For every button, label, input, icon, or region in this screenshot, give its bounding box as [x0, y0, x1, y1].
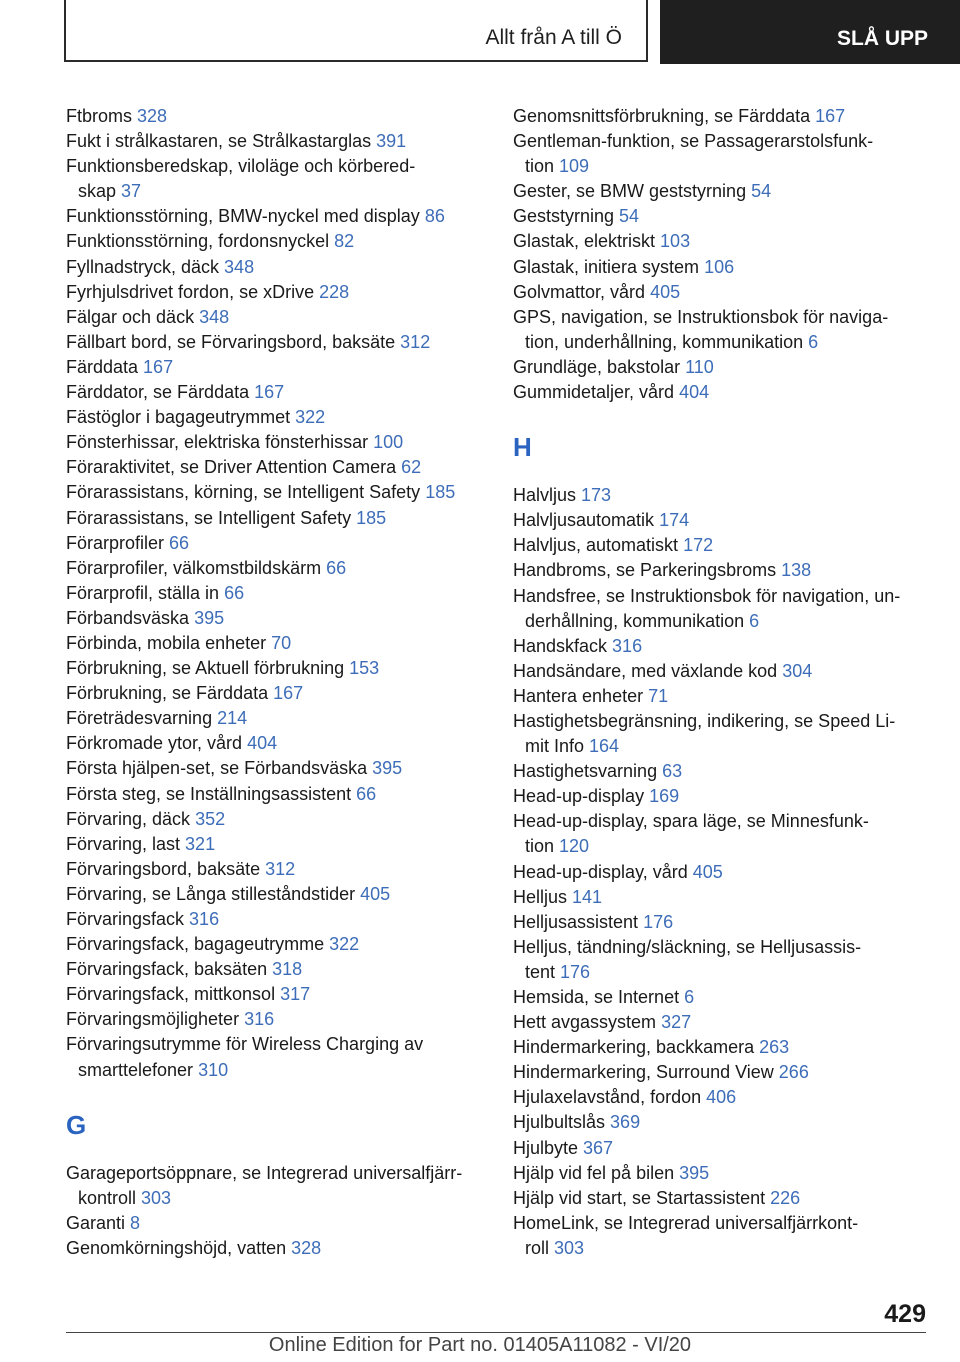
index-entry-text: tion, underhållning, kommunikation — [525, 331, 809, 352]
index-entry — [66, 531, 486, 556]
page-link[interactable]: 328 — [137, 106, 168, 126]
index-entry — [513, 129, 933, 154]
page-link[interactable]: 176 — [643, 911, 674, 932]
page-link[interactable]: 6 — [684, 987, 695, 1007]
page-link[interactable]: 54 — [751, 181, 772, 202]
index-entry — [66, 1236, 486, 1261]
tab-look-up[interactable] — [660, 0, 960, 64]
page-link[interactable]: 405 — [650, 281, 681, 302]
index-entry-text: Förarprofiler — [66, 532, 170, 553]
index-entry — [513, 355, 933, 380]
index-entry-text: Förvaringsfack, mittkonsol — [66, 984, 281, 1005]
index-entry-text: Halvljusautomatik — [513, 510, 660, 531]
index-entry-text: Förarassistans, se Intelligent Safety — [66, 507, 357, 528]
page-link[interactable]: 304 — [782, 660, 813, 681]
page-link[interactable]: 316 — [189, 909, 220, 929]
page-link[interactable]: 174 — [659, 510, 690, 531]
index-entry — [513, 255, 933, 280]
index-entry — [66, 982, 486, 1007]
index-entry-text: Funktionsberedskap, viloläge och körbered- — [66, 156, 416, 177]
index-entry-text: Hjulaxelavstånd, fordon — [513, 1087, 707, 1108]
page-link[interactable]: 103 — [660, 231, 691, 252]
page-link[interactable]: 405 — [360, 883, 391, 904]
page-link[interactable]: 66 — [224, 582, 245, 603]
index-entry-text: Förvaringsmöjligheter — [66, 1009, 245, 1030]
index-entry-text: Förbrukning, se Aktuell förbrukning — [66, 658, 350, 679]
index-entry-text: Förbinda, mobila enheter — [66, 632, 272, 653]
index-entry-text: derhållning, kommunikation — [525, 610, 750, 631]
page-link[interactable]: 404 — [679, 382, 710, 403]
page-link[interactable]: 167 — [815, 106, 846, 126]
page-link[interactable]: 120 — [559, 836, 590, 857]
header-tabs — [64, 0, 960, 64]
index-entry-text: Förvaring, last — [66, 833, 186, 854]
index-entry — [66, 355, 486, 380]
page-link[interactable]: 322 — [329, 934, 360, 955]
index-entry — [66, 907, 486, 932]
index-entry-text: Förkromade ytor, vård — [66, 733, 248, 754]
index-entry — [66, 1161, 486, 1186]
index-entry — [513, 1110, 933, 1135]
index-entry — [513, 659, 933, 684]
index-entry — [66, 430, 486, 455]
page-link[interactable]: 164 — [589, 736, 620, 757]
page-link[interactable]: 153 — [349, 658, 380, 679]
index-entry — [66, 280, 486, 305]
page-link[interactable]: 312 — [265, 858, 296, 879]
index-entry — [66, 1186, 486, 1211]
index-entry — [66, 154, 486, 179]
page-link[interactable]: 322 — [295, 407, 326, 428]
index-entry-text: Hett avgassystem — [513, 1012, 662, 1033]
index-entry — [66, 957, 486, 982]
index-column-right — [513, 104, 933, 1261]
page-link[interactable]: 167 — [273, 683, 304, 704]
tab-a-to-z[interactable] — [64, 0, 648, 62]
index-entry — [513, 634, 933, 659]
index-entry — [66, 405, 486, 430]
index-entry — [513, 784, 933, 809]
index-entry-text: Helljus, tändning/släckning, se Helljusassis- — [513, 936, 862, 957]
index-entry — [66, 681, 486, 706]
index-entry-text: Färddata — [66, 356, 144, 377]
index-entry — [513, 508, 933, 533]
index-entry — [66, 932, 486, 957]
page-link[interactable]: 312 — [400, 331, 431, 352]
page-link[interactable]: 228 — [319, 281, 350, 302]
index-entry — [66, 706, 486, 731]
index-entry — [513, 860, 933, 885]
index-entry-text: Förbandsväska — [66, 607, 195, 628]
page-link[interactable]: 316 — [612, 635, 643, 656]
index-entry-text: Hastighetsbegränsning, indikering, se Speed Li- — [513, 710, 896, 731]
index-entry-text: smarttelefoner — [78, 1059, 199, 1080]
index-entry — [513, 910, 933, 935]
index-entry-text: Förarprofiler, välkomstbildskärm — [66, 557, 327, 578]
index-entry-text: Handskfack — [513, 635, 613, 656]
footer-divider — [66, 1332, 926, 1333]
index-entry — [513, 483, 933, 508]
index-entry-text: Genomkörningshöjd, vatten — [66, 1237, 292, 1258]
index-entry — [513, 759, 933, 784]
index-entry — [513, 1085, 933, 1110]
index-entry — [513, 935, 933, 960]
index-entry — [513, 709, 933, 734]
index-entry — [513, 179, 933, 204]
index-entry — [66, 506, 486, 531]
index-entry-text: Hindermarkering, backkamera — [513, 1037, 760, 1058]
index-entry-text: Hjulbyte — [513, 1137, 584, 1158]
page-link[interactable]: 54 — [619, 206, 640, 227]
index-entry-text: Glastak, elektriskt — [513, 231, 661, 252]
index-entry-text: Head-up-display — [513, 786, 650, 807]
index-entry — [66, 129, 486, 154]
page-link[interactable]: 226 — [770, 1187, 801, 1208]
index-entry-text: Fukt i strålkastaren, se Strålkastarglas — [66, 131, 377, 152]
index-entry — [513, 204, 933, 229]
index-entry-text: Hantera enheter — [513, 685, 649, 706]
index-entry — [513, 330, 933, 355]
index-entry-text: Hastighetsvarning — [513, 761, 663, 782]
page-link[interactable]: 367 — [583, 1137, 614, 1158]
index-entry — [513, 1236, 933, 1261]
page-link[interactable]: 8 — [130, 1212, 141, 1233]
page-link[interactable]: 110 — [685, 356, 714, 377]
page-link[interactable]: 316 — [244, 1009, 275, 1030]
index-entry — [513, 104, 933, 129]
index-entry — [513, 1211, 933, 1236]
page-link[interactable]: 6 — [749, 610, 760, 631]
page-link[interactable]: 167 — [143, 356, 174, 377]
page-link[interactable]: 63 — [662, 761, 683, 782]
page-link[interactable]: 6 — [808, 331, 819, 352]
page-link[interactable]: 167 — [254, 382, 285, 403]
index-entry-text: Ftbroms — [66, 106, 138, 126]
page-link[interactable]: 395 — [372, 758, 403, 779]
index-entry-text: Garanti — [66, 1212, 131, 1233]
index-entry — [513, 584, 933, 609]
index-entry-text: skap — [78, 181, 122, 202]
index-entry-text: Förbrukning, se Färddata — [66, 683, 274, 704]
index-entry-text: Fästöglor i bagageutrymmet — [66, 407, 296, 428]
index-entry-text: kontroll — [78, 1187, 142, 1208]
index-entry-text: Förarassistans, körning, se Intelligent Safety — [66, 482, 426, 503]
index-entry — [513, 1060, 933, 1085]
page-link[interactable]: 303 — [141, 1187, 172, 1208]
index-entry-text: Hjälp vid fel på bilen — [513, 1162, 680, 1183]
page-link[interactable]: 321 — [185, 833, 216, 854]
index-entry-text: Handbroms, se Parkeringsbroms — [513, 560, 782, 581]
index-entry — [66, 305, 486, 330]
index-entry — [66, 104, 486, 129]
index-entry-text: Genomsnittsförbrukning, se Färddata — [513, 106, 816, 126]
index-entry — [66, 606, 486, 631]
index-entry-text: Handsändare, med växlande kod — [513, 660, 783, 681]
index-entry — [513, 609, 933, 634]
index-entry-text: Fyllnadstryck, däck — [66, 256, 225, 277]
page-link[interactable]: 185 — [356, 507, 387, 528]
page-link[interactable]: 169 — [649, 786, 680, 807]
index-entry — [66, 581, 486, 606]
section-spacer — [66, 1083, 486, 1095]
index-entry-text: Gummidetaljer, vård — [513, 382, 680, 403]
page-link[interactable]: 138 — [781, 560, 812, 581]
page-link[interactable]: 86 — [424, 206, 445, 227]
page-link[interactable]: 173 — [581, 485, 612, 506]
page-link[interactable]: 395 — [194, 607, 225, 628]
page-link[interactable]: 176 — [560, 961, 591, 982]
index-entry-text: Halvljus — [513, 485, 582, 506]
index-entry — [66, 255, 486, 280]
index-entry-text: Head-up-display, vård — [513, 861, 693, 882]
index-entry-text: Helljus — [513, 886, 573, 907]
page-link[interactable]: 395 — [679, 1162, 710, 1183]
page-link[interactable]: 214 — [217, 708, 248, 729]
index-entry — [66, 1032, 486, 1057]
page-link[interactable]: 263 — [759, 1037, 790, 1058]
page-link[interactable]: 66 — [356, 783, 377, 804]
section-letter: G — [66, 1109, 87, 1140]
tab-a-to-z-label: Allt från A till Ö — [485, 26, 622, 49]
index-entry-text: Förarprofil, ställa in — [66, 582, 225, 603]
index-entry-text: mit Info — [525, 736, 590, 757]
index-entry-text: GPS, navigation, se Instruktionsbok för naviga- — [513, 306, 889, 327]
index-entry-text: Förvaringsfack — [66, 909, 190, 929]
page-link[interactable]: 317 — [280, 984, 311, 1005]
index-entry-text: Head-up-display, spara läge, se Minnesfunk- — [513, 811, 869, 832]
section-spacer — [513, 405, 933, 417]
index-entry — [66, 380, 486, 405]
index-entry — [66, 631, 486, 656]
page-link[interactable]: 37 — [121, 181, 142, 202]
index-entry — [513, 380, 933, 405]
page-link[interactable]: 303 — [554, 1237, 585, 1258]
page-link[interactable]: 70 — [271, 632, 292, 653]
index-entry-text: Första steg, se Inställningsassistent — [66, 783, 357, 804]
index-entry — [513, 1136, 933, 1161]
page-link[interactable]: 391 — [376, 131, 407, 152]
index-entry-text: Geststyrning — [513, 206, 620, 227]
index-entry — [66, 179, 486, 204]
page-link[interactable]: 327 — [661, 1012, 692, 1033]
index-entry — [513, 885, 933, 910]
index-entry-text: Färddator, se Färddata — [66, 382, 255, 403]
index-entry-text: Golvmattor, vård — [513, 281, 651, 302]
index-entry-text: HomeLink, se Integrerad universalfjärrkont- — [513, 1212, 859, 1233]
index-entry — [66, 330, 486, 355]
page-number: 429 — [884, 1300, 926, 1328]
index-entry — [66, 857, 486, 882]
index-entry-text: Fällbart bord, se Förvaringsbord, baksäte — [66, 331, 401, 352]
index-entry — [513, 229, 933, 254]
page-link[interactable]: 82 — [334, 231, 355, 252]
index-entry — [66, 1058, 486, 1083]
index-entry-text: tent — [525, 961, 561, 982]
page-link[interactable]: 109 — [559, 156, 590, 177]
index-entry-text: Förvaring, däck — [66, 808, 196, 829]
index-entry-text: roll — [525, 1237, 555, 1258]
section-spacer — [66, 1149, 486, 1161]
index-entry-text: Funktionsstörning, BMW-nyckel med display — [66, 206, 425, 227]
index-entry — [66, 882, 486, 907]
index-entry — [66, 1211, 486, 1236]
index-entry — [513, 1161, 933, 1186]
page-link[interactable]: 348 — [199, 306, 230, 327]
index-entry-text: Gester, se BMW geststyrning — [513, 181, 752, 202]
index-entry-text: Handsfree, se Instruktionsbok för navigation, un- — [513, 585, 901, 606]
index-entry-text: Fyrhjulsdrivet fordon, se xDrive — [66, 281, 320, 302]
index-entry-text: Helljusassistent — [513, 911, 644, 932]
page-link[interactable]: 266 — [778, 1062, 809, 1083]
index-entry-text: Garageportsöppnare, se Integrerad universalfjärr- — [66, 1162, 463, 1183]
page-link[interactable]: 172 — [683, 535, 714, 556]
index-entry — [513, 305, 933, 330]
page-link[interactable]: 106 — [704, 256, 735, 277]
tab-look-up-label: SLÅ UPP — [836, 27, 928, 50]
index-entry — [513, 809, 933, 834]
page-link[interactable]: 404 — [247, 733, 278, 754]
index-entry-text: Hjälp vid start, se Startassistent — [513, 1187, 771, 1208]
page-link[interactable]: 318 — [272, 959, 303, 980]
index-entry — [513, 533, 933, 558]
index-entry-text: Första hjälpen-set, se Förbandsväska — [66, 758, 373, 779]
page-link[interactable]: 310 — [198, 1059, 229, 1080]
page-link[interactable]: 352 — [195, 808, 226, 829]
index-entry — [513, 985, 933, 1010]
page-link[interactable]: 369 — [610, 1112, 641, 1133]
index-entry — [513, 1186, 933, 1211]
index-entry-text: Hemsida, se Internet — [513, 987, 685, 1007]
index-entry-text: Förvaringsfack, baksäten — [66, 959, 273, 980]
page-link[interactable]: 66 — [169, 532, 190, 553]
page-link[interactable]: 185 — [425, 482, 456, 503]
index-entry-text: Grundläge, bakstolar — [513, 356, 686, 377]
index-entry-text: Företrädesvarning — [66, 708, 218, 729]
index-entry-text: Förvaringsbord, baksäte — [66, 858, 266, 879]
page-link[interactable]: 328 — [291, 1237, 322, 1258]
page-link[interactable]: 141 — [572, 886, 603, 907]
page-link[interactable]: 405 — [692, 861, 723, 882]
index-entry-text: Förvaring, se Långa stilleståndstider — [66, 883, 361, 904]
index-entry — [66, 656, 486, 681]
index-entry — [513, 734, 933, 759]
index-entry — [66, 455, 486, 480]
index-entry-text: tion — [525, 836, 560, 857]
index-entry-text: Fönsterhissar, elektriska fönsterhissar — [66, 432, 374, 453]
index-entry-text: Funktionsstörning, fordonsnyckel — [66, 231, 335, 252]
index-entry — [513, 1035, 933, 1060]
index-entry — [66, 832, 486, 857]
index-entry — [66, 807, 486, 832]
index-entry — [513, 960, 933, 985]
index-entry-text: Halvljus, automatiskt — [513, 535, 684, 556]
index-entry — [513, 558, 933, 583]
index-column-left — [66, 104, 486, 1261]
index-entry-text: Förvaringsutrymme för Wireless Charging av — [66, 1034, 424, 1055]
index-entry — [513, 280, 933, 305]
page-link[interactable]: 348 — [224, 256, 255, 277]
index-entry-text: Hindermarkering, Surround View — [513, 1062, 779, 1083]
index-entry — [513, 154, 933, 179]
index-entry — [66, 204, 486, 229]
section-letter: H — [513, 432, 532, 463]
index-entry-text: Gentleman-funktion, se Passagerarstolsfunk- — [513, 131, 874, 152]
index-entry — [66, 731, 486, 756]
page-link[interactable]: 406 — [706, 1087, 737, 1108]
index-entry-text: Glastak, initiera system — [513, 256, 705, 277]
page-link[interactable]: 100 — [373, 432, 404, 453]
index-entry-text: Hjulbultslås — [513, 1112, 611, 1133]
page-link[interactable]: 62 — [401, 457, 422, 478]
index-entry — [513, 684, 933, 709]
index-entry — [66, 1007, 486, 1032]
page-link[interactable]: 71 — [648, 685, 669, 706]
index-entry — [513, 834, 933, 859]
index-entry-text: Förvaringsfack, bagageutrymme — [66, 934, 330, 955]
index-entry — [66, 782, 486, 807]
section-spacer — [513, 471, 933, 483]
index-entry — [66, 756, 486, 781]
index-entry — [66, 229, 486, 254]
index-entry-text: Föraraktivitet, se Driver Attention Camera — [66, 457, 402, 478]
index-entry — [66, 556, 486, 581]
index-entry — [66, 480, 486, 505]
index-entry-text: tion — [525, 156, 560, 177]
index-entry — [513, 1010, 933, 1035]
index-entry-text: Fälgar och däck — [66, 306, 200, 327]
page-link[interactable]: 66 — [326, 557, 347, 578]
edition-footer: Online Edition for Part no. 01405A11082 - VI/20 — [268, 1334, 692, 1356]
